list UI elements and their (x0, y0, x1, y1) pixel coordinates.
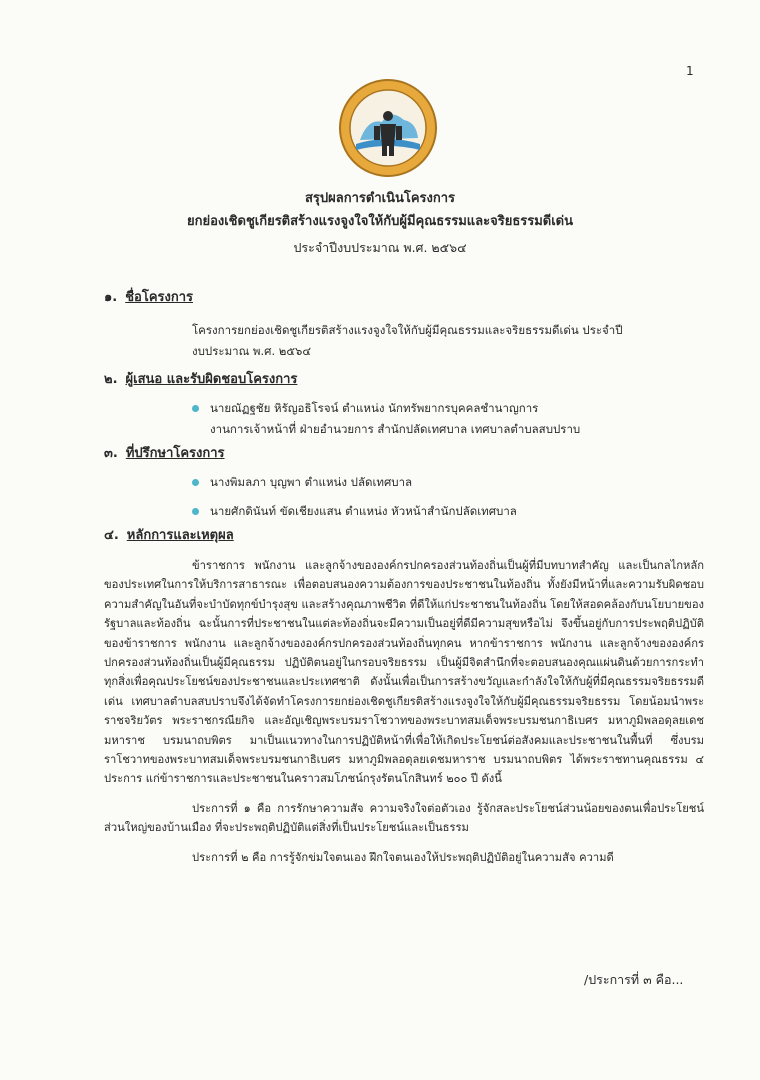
section-heading (104, 288, 704, 308)
section-number: ๑. (104, 290, 118, 305)
paragraph: ประการที่ ๒ คือ การรู้จักข่มใจตนเอง ฝึกใจตนเองให้ประพฤติปฏิบัติอยู่ในความสัจ ความดี (192, 850, 614, 864)
list-item (192, 398, 704, 440)
section-label: ชื่อโครงการ (125, 290, 193, 305)
text-line: งบประมาณ พ.ศ. ๒๕๖๔ (192, 344, 312, 358)
section-text (192, 320, 704, 362)
section-body (104, 556, 704, 867)
text-line: นางพิมลภา บุญพา ตำแหน่ง ปลัดเทศบาล (210, 475, 413, 489)
section-label: หลักการและเหตุผล (126, 528, 234, 543)
text-line: งานการเจ้าหน้าที่ ฝ่ายอำนวยการ สำนักปลัดเทศบาล เทศบาลตำบลสบปราบ (210, 422, 581, 436)
section-heading (104, 444, 704, 464)
section-number: ๔. (104, 528, 119, 543)
list-item (192, 472, 704, 493)
section-heading (104, 370, 704, 390)
text-line: นายณัฏฐชัย หิรัญอธิโรจน์ ตำแหน่ง นักทรัพยากรบุคคลชำนาญการ (210, 401, 539, 415)
paragraph: ข้าราชการ พนักงาน และลูกจ้างขององค์กรปกครองส่วนท้องถิ่นเป็นผู้ที่มีบทบาทสำคัญ และเป็นกลไกหลักของประเทศในการให้บริการสาธารณะ เพื่อตอบสนองความต้องการของประชาชนในท้องถิ่น ทั้งยังมีหน้าที่และความรับผิดชอบความสำคัญในอันที่จะบำบัดทุกข์บำรุงสุข และสร้างคุณภาพชีวิต ที่ดีให้แก่ประชาชนในท้องถิ่น โดยให้สอดคล้องกับนโยบายของรัฐบาลและท้องถิ่น ฉะนั้นการที่ประชาชนในแต่ละท้องถิ่นจะมีความเป็นอยู่ที่ดีมีความสุขหรือไม่ จึงขึ้นอยู่กับการประพฤติปฏิบัติของข้าราชการ พนักงาน และลูกจ้างขององค์กรปกครองส่วนท้องถิ่นทุกคน หากข้าราชการ พนักงาน และลูกจ้างขององค์กรปกครองส่วนท้องถิ่นเป็นผู้มีคุณธรรม ปฏิบัติตนอยู่ในกรอบจริยธรรม เป็นผู้มีจิตสำนึกที่จะตอบสนองคุณแผ่นดินด้วยการกระทำทุกสิ่งเพื่อคุณประโยชน์ของประชาชนและประเทศชาติ ดังนั้นเพื่อเป็นการสร้างขวัญและกำลังใจให้กับผู้ที่มีคุณธรรมจริยธรรมดีเด่น เทศบาลตำบลสบปราบจึงได้จัดทำโครงการยกย่องเชิดชูเกียรติสร้างแรงจูงใจให้กับผู้มีคุณธรรมจริยธรรม โดยน้อมนำพระราชจริยวัตร พระราชกรณียกิจ และอัญเชิญพระบรมราโชวาทของพระบาทสมเด็จพระบรมชนกาธิเบศร มหาภูมิพลอดุลยเดชมหาราช บรมนาถบพิตร มาเป็นแนวทางในการปฏิบัติหน้าที่เพื่อให้เกิดประโยชน์ต่อสังคมและประชาชนในพื้นที่ ซึ่งบรมราโชวาทของพระบาทสมเด็จพระบรมชนกาธิเบศร มหาภูมิพลอดุลยเดชมหาราช บรมนาถบพิตร ได้พระราชทานคุณธรรม ๔ ประการ แก่ข้าราชการและประชาชนในคราวสมโภชน์กรุงรัตนโกสินทร์ ๒๐๐ ปี ดังนี้ (104, 559, 704, 786)
title-line-2: ยกย่องเชิดชูเกียรติสร้างแรงจูงใจให้กับผู้มีคุณธรรมและจริยธรรมดีเด่น (186, 214, 574, 229)
section-rationale (104, 526, 704, 877)
text-line: นายศักดินันท์ ขัดเชียงแสน ตำแหน่ง หัวหน้าสำนักปลัดเทศบาล (210, 504, 517, 518)
document-title (0, 188, 760, 262)
section-advisors (104, 444, 704, 522)
page-number: 1 (686, 64, 694, 78)
section-number: ๒. (104, 372, 118, 387)
bullet-icon (192, 508, 199, 515)
section-number: ๓. (104, 446, 118, 461)
section-label: ผู้เสนอ และรับผิดชอบโครงการ (125, 372, 298, 387)
section-proposer (104, 370, 704, 440)
continuation-note: /ประการที่ ๓ คือ... (584, 972, 684, 987)
section-project-name (104, 288, 704, 362)
bullet-icon (192, 405, 199, 412)
municipality-seal-icon (338, 78, 438, 178)
list-item (192, 501, 704, 522)
title-line-3: ประจำปีงบประมาณ พ.ศ. ๒๕๖๔ (293, 240, 467, 255)
text-line: โครงการยกย่องเชิดชูเกียรติสร้างแรงจูงใจให้กับผู้มีคุณธรรมและจริยธรรมดีเด่น ประจำปี (192, 323, 623, 337)
title-line-1: สรุปผลการดำเนินโครงการ (304, 191, 456, 206)
paragraph: ประการที่ ๑ คือ การรักษาความสัจ ความจริงใจต่อตัวเอง รู้จักสละประโยชน์ส่วนน้อยของตนเพื่อประโยชน์ส่วนใหญ่ของบ้านเมือง ที่จะประพฤติปฏิบัติแต่สิ่งที่เป็นประโยชน์และเป็นธรรม (104, 801, 704, 835)
bullet-icon (192, 479, 199, 486)
section-label: ที่ปรึกษาโครงการ (125, 446, 225, 461)
section-heading (104, 526, 704, 546)
